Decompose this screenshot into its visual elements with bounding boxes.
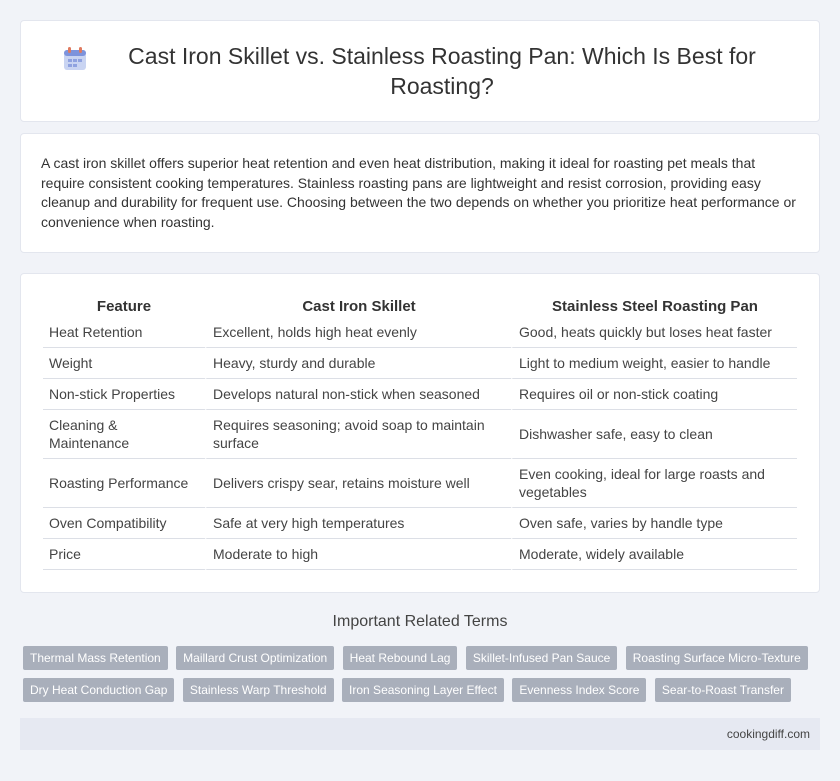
tag-maillard-crust-optimization[interactable]: Maillard Crust Optimization [176, 646, 334, 670]
intro-card [20, 133, 820, 253]
table-row [43, 508, 797, 539]
table-cell: Oven Compatibility [43, 508, 205, 539]
tag-evenness-index-score[interactable]: Evenness Index Score [512, 678, 646, 702]
table-cell: Moderate to high [205, 539, 511, 570]
footer-site-link[interactable]: cookingdiff.com [726, 727, 810, 741]
table-row [43, 348, 797, 379]
table-row [43, 459, 797, 508]
table-cell: Safe at very high temperatures [205, 508, 511, 539]
tag-iron-seasoning-layer-effect[interactable]: Iron Seasoning Layer Effect [342, 678, 504, 702]
table-cell: Requires oil or non-stick coating [511, 379, 797, 410]
table-cell: Cleaning & Maintenance [43, 410, 205, 459]
table-cell: Heavy, sturdy and durable [205, 348, 511, 379]
table-row [43, 410, 797, 459]
table-cell: Oven safe, varies by handle type [511, 508, 797, 539]
table-cell: Price [43, 539, 205, 570]
header-feature: Feature [96, 298, 152, 315]
table-row [43, 379, 797, 410]
table-cell: Develops natural non-stick when seasoned [205, 379, 511, 410]
tag-thermal-mass-retention[interactable]: Thermal Mass Retention [23, 646, 168, 670]
related-tags [23, 646, 823, 710]
comparison-card [20, 273, 820, 593]
header-cast-iron: Cast Iron Skillet [205, 294, 511, 317]
table-row [43, 317, 797, 348]
table-row [43, 539, 797, 570]
table-cell: Requires seasoning; avoid soap to maintain surface [205, 410, 511, 459]
table-cell: Even cooking, ideal for large roasts and vegetables [511, 459, 797, 508]
tag-skillet-infused-pan-sauce[interactable]: Skillet-Infused Pan Sauce [466, 646, 617, 670]
comparison-table [43, 294, 797, 570]
table-cell: Roasting Performance [43, 459, 205, 508]
tag-sear-to-roast-transfer[interactable]: Sear-to-Roast Transfer [655, 678, 791, 702]
tag-dry-heat-conduction-gap[interactable]: Dry Heat Conduction Gap [23, 678, 174, 702]
tag-stainless-warp-threshold[interactable]: Stainless Warp Threshold [183, 678, 334, 702]
page-title: Cast Iron Skillet vs. Stainless Roasting Pan: Which Is Best for Roasting? [128, 43, 756, 99]
table-cell: Good, heats quickly but loses heat faster [511, 317, 797, 348]
table-cell: Light to medium weight, easier to handle [511, 348, 797, 379]
title-wrap [21, 41, 819, 101]
table-cell: Moderate, widely available [511, 539, 797, 570]
header-stainless: Stainless Steel Roasting Pan [511, 294, 797, 317]
table-cell: Delivers crispy sear, retains moisture well [205, 459, 511, 508]
tag-heat-rebound-lag[interactable]: Heat Rebound Lag [343, 646, 458, 670]
related-terms-title: Important Related Terms [332, 613, 508, 630]
table-header-row [43, 294, 797, 317]
table-cell: Weight [43, 348, 205, 379]
table-cell: Non-stick Properties [43, 379, 205, 410]
title-card [20, 20, 820, 122]
intro-paragraph: A cast iron skillet offers superior heat retention and even heat distribution, making it ideal for roasting pet meals that require consistent cooking temperatures. Stainless roasting pans are lightweight and resist corrosion, providing easy cleanup and durability for frequent use. Choosing between the two depends on whether you prioritize heat performance or convenience when roasting. [41, 155, 796, 230]
table-cell: Heat Retention [43, 317, 205, 348]
table-cell: Dishwasher safe, easy to clean [511, 410, 797, 459]
calendar-icon [61, 45, 89, 73]
tag-roasting-surface-micro-texture[interactable]: Roasting Surface Micro-Texture [626, 646, 808, 670]
footer [20, 718, 820, 750]
table-cell: Excellent, holds high heat evenly [205, 317, 511, 348]
